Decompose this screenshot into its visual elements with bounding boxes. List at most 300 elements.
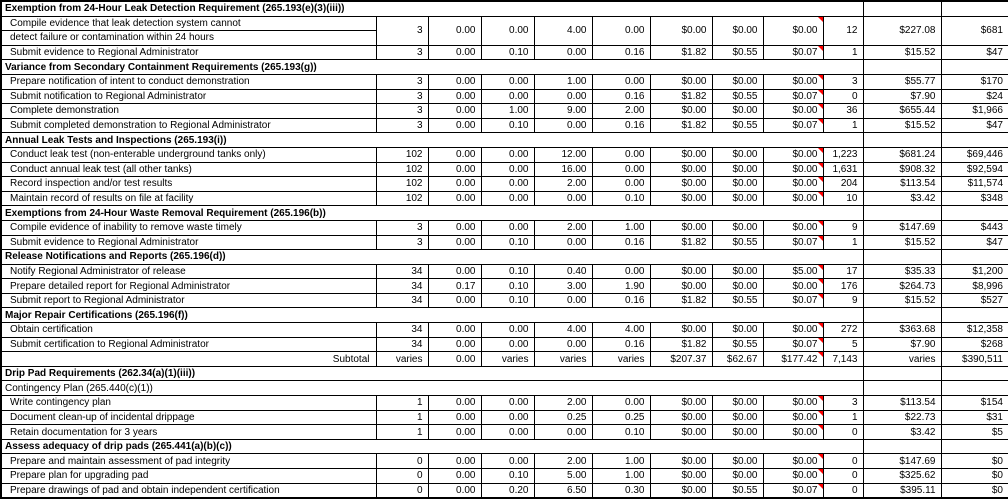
value-cell[interactable]: $1.82 xyxy=(650,293,712,308)
value-cell[interactable]: $0.07 xyxy=(763,89,823,104)
value-cell[interactable]: $0.00 xyxy=(712,177,763,192)
value-cell[interactable]: $0.00 xyxy=(763,147,823,162)
value-cell[interactable]: $170 xyxy=(941,74,1008,89)
value-cell[interactable]: 0.10 xyxy=(481,469,534,484)
row-label-cell[interactable]: Record inspection and/or test results xyxy=(1,177,376,192)
value-cell[interactable]: $268 xyxy=(941,337,1008,352)
value-cell[interactable]: $0.00 xyxy=(650,483,712,498)
empty-cell[interactable] xyxy=(941,250,1008,265)
value-cell[interactable]: 0.10 xyxy=(481,293,534,308)
value-cell[interactable]: 176 xyxy=(823,279,863,294)
value-cell[interactable]: $0.00 xyxy=(712,323,763,338)
value-cell[interactable]: varies xyxy=(592,352,650,367)
value-cell[interactable]: 0.00 xyxy=(534,191,592,206)
value-cell[interactable]: $0.00 xyxy=(650,220,712,235)
value-cell[interactable]: $24 xyxy=(941,89,1008,104)
value-cell[interactable]: $0.55 xyxy=(712,89,763,104)
value-cell[interactable]: 0 xyxy=(376,454,428,469)
value-cell[interactable]: 3 xyxy=(823,396,863,411)
value-cell[interactable]: 0.00 xyxy=(481,89,534,104)
value-cell[interactable]: 3 xyxy=(823,74,863,89)
row-label-cell[interactable]: Prepare and maintain assessment of pad integrity xyxy=(1,454,376,469)
value-cell[interactable]: $15.52 xyxy=(863,293,941,308)
row-label-cell[interactable]: Compile evidence that leak detection system cannot xyxy=(1,16,376,31)
value-cell[interactable]: $0.00 xyxy=(650,177,712,192)
value-cell[interactable]: 0.00 xyxy=(481,396,534,411)
value-cell[interactable]: $0.00 xyxy=(763,16,823,45)
value-cell[interactable]: 0.00 xyxy=(481,410,534,425)
value-cell[interactable]: $0.00 xyxy=(650,162,712,177)
value-cell[interactable]: 0.00 xyxy=(481,177,534,192)
row-label-cell[interactable]: Submit notification to Regional Administrator xyxy=(1,89,376,104)
value-cell[interactable]: 9 xyxy=(823,293,863,308)
value-cell[interactable]: $655.44 xyxy=(863,104,941,119)
value-cell[interactable]: $1.82 xyxy=(650,235,712,250)
value-cell[interactable]: $0.00 xyxy=(650,396,712,411)
value-cell[interactable]: 0.00 xyxy=(592,396,650,411)
row-label-cell[interactable]: Document clean-up of incidental drippage xyxy=(1,410,376,425)
value-cell[interactable]: 34 xyxy=(376,279,428,294)
value-cell[interactable]: 1 xyxy=(823,45,863,60)
value-cell[interactable]: $35.33 xyxy=(863,264,941,279)
value-cell[interactable]: 34 xyxy=(376,293,428,308)
value-cell[interactable]: 0.00 xyxy=(428,323,481,338)
value-cell[interactable]: 0.00 xyxy=(428,293,481,308)
section-label-cell[interactable]: Assess adequacy of drip pads (265.441(a)(b)(c)) xyxy=(1,439,863,454)
value-cell[interactable]: 0.25 xyxy=(534,410,592,425)
value-cell[interactable]: 0.00 xyxy=(481,162,534,177)
value-cell[interactable]: $7.90 xyxy=(863,89,941,104)
value-cell[interactable]: 0.00 xyxy=(481,454,534,469)
empty-cell[interactable] xyxy=(863,366,941,381)
value-cell[interactable]: 0.00 xyxy=(428,425,481,440)
value-cell[interactable]: 16.00 xyxy=(534,162,592,177)
value-cell[interactable]: 3 xyxy=(376,89,428,104)
value-cell[interactable]: 0.00 xyxy=(534,118,592,133)
value-cell[interactable]: 0.00 xyxy=(428,264,481,279)
value-cell[interactable]: $0.00 xyxy=(650,469,712,484)
value-cell[interactable]: 34 xyxy=(376,323,428,338)
value-cell[interactable]: 1 xyxy=(376,425,428,440)
row-label-cell[interactable]: Prepare plan for upgrading pad xyxy=(1,469,376,484)
value-cell[interactable]: 0.00 xyxy=(428,469,481,484)
value-cell[interactable]: 0.00 xyxy=(534,425,592,440)
value-cell[interactable]: $0.07 xyxy=(763,337,823,352)
value-cell[interactable]: 0.00 xyxy=(428,220,481,235)
row-label-cell[interactable]: Prepare drawings of pad and obtain independent certification xyxy=(1,483,376,498)
value-cell[interactable]: $0.00 xyxy=(650,279,712,294)
row-label-cell[interactable]: Retain documentation for 3 years xyxy=(1,425,376,440)
value-cell[interactable]: 0.00 xyxy=(481,191,534,206)
value-cell[interactable]: $3.42 xyxy=(863,425,941,440)
value-cell[interactable]: 102 xyxy=(376,177,428,192)
section-label-cell[interactable]: Contingency Plan (265.440(c)(1)) xyxy=(1,381,863,396)
value-cell[interactable]: 0.20 xyxy=(481,483,534,498)
empty-cell[interactable] xyxy=(863,439,941,454)
value-cell[interactable]: $113.54 xyxy=(863,396,941,411)
value-cell[interactable]: 0 xyxy=(823,483,863,498)
value-cell[interactable]: $0.00 xyxy=(712,396,763,411)
value-cell[interactable]: 0.00 xyxy=(592,162,650,177)
value-cell[interactable]: 0.16 xyxy=(592,89,650,104)
value-cell[interactable]: 0.00 xyxy=(428,89,481,104)
value-cell[interactable]: varies xyxy=(481,352,534,367)
value-cell[interactable]: $0.00 xyxy=(650,16,712,45)
value-cell[interactable]: 3 xyxy=(376,74,428,89)
row-label-cell[interactable]: Submit evidence to Regional Administrator xyxy=(1,45,376,60)
value-cell[interactable]: 0.00 xyxy=(534,235,592,250)
value-cell[interactable]: 0.00 xyxy=(481,337,534,352)
value-cell[interactable]: $908.32 xyxy=(863,162,941,177)
value-cell[interactable]: $348 xyxy=(941,191,1008,206)
value-cell[interactable]: 0.00 xyxy=(428,410,481,425)
value-cell[interactable]: 204 xyxy=(823,177,863,192)
row-label-cell[interactable]: Complete demonstration xyxy=(1,104,376,119)
value-cell[interactable]: $0.00 xyxy=(712,220,763,235)
value-cell[interactable]: 3 xyxy=(376,104,428,119)
value-cell[interactable]: 0.00 xyxy=(481,74,534,89)
value-cell[interactable]: 0.00 xyxy=(428,352,481,367)
value-cell[interactable]: $0.00 xyxy=(763,177,823,192)
value-cell[interactable]: $0.00 xyxy=(712,425,763,440)
empty-cell[interactable] xyxy=(863,250,941,265)
value-cell[interactable]: $113.54 xyxy=(863,177,941,192)
value-cell[interactable]: 0.10 xyxy=(481,235,534,250)
value-cell[interactable]: $0.00 xyxy=(763,162,823,177)
value-cell[interactable]: 2.00 xyxy=(534,177,592,192)
value-cell[interactable]: $47 xyxy=(941,45,1008,60)
value-cell[interactable]: 0.00 xyxy=(428,177,481,192)
value-cell[interactable]: 1 xyxy=(823,235,863,250)
value-cell[interactable]: $681 xyxy=(941,16,1008,45)
value-cell[interactable]: 1,631 xyxy=(823,162,863,177)
value-cell[interactable]: 0.00 xyxy=(428,104,481,119)
value-cell[interactable]: $8,996 xyxy=(941,279,1008,294)
row-label-cell[interactable]: Write contingency plan xyxy=(1,396,376,411)
value-cell[interactable]: $0.00 xyxy=(712,264,763,279)
value-cell[interactable]: $0.55 xyxy=(712,483,763,498)
value-cell[interactable]: 34 xyxy=(376,337,428,352)
value-cell[interactable]: 0.16 xyxy=(592,293,650,308)
value-cell[interactable]: 0 xyxy=(823,89,863,104)
value-cell[interactable]: 0.00 xyxy=(481,323,534,338)
value-cell[interactable]: 9.00 xyxy=(534,104,592,119)
value-cell[interactable]: 4.00 xyxy=(592,323,650,338)
value-cell[interactable]: $0.00 xyxy=(650,147,712,162)
value-cell[interactable]: $395.11 xyxy=(863,483,941,498)
value-cell[interactable]: $31 xyxy=(941,410,1008,425)
empty-cell[interactable] xyxy=(941,439,1008,454)
value-cell[interactable]: 0.10 xyxy=(481,45,534,60)
value-cell[interactable]: $0 xyxy=(941,483,1008,498)
value-cell[interactable]: $0.55 xyxy=(712,45,763,60)
value-cell[interactable]: 12 xyxy=(823,16,863,45)
value-cell[interactable]: 3 xyxy=(376,118,428,133)
value-cell[interactable]: $1.82 xyxy=(650,118,712,133)
value-cell[interactable]: $47 xyxy=(941,118,1008,133)
value-cell[interactable]: 0.00 xyxy=(534,45,592,60)
value-cell[interactable]: 0.00 xyxy=(534,337,592,352)
value-cell[interactable]: 0.17 xyxy=(428,279,481,294)
value-cell[interactable]: $0.00 xyxy=(763,191,823,206)
value-cell[interactable]: $147.69 xyxy=(863,454,941,469)
section-label-cell[interactable]: Major Repair Certifications (265.196(f)) xyxy=(1,308,863,323)
empty-cell[interactable] xyxy=(941,60,1008,75)
row-label-cell[interactable]: Submit report to Regional Administrator xyxy=(1,293,376,308)
value-cell[interactable]: 0.00 xyxy=(592,264,650,279)
value-cell[interactable]: $0.00 xyxy=(650,454,712,469)
value-cell[interactable]: $0.00 xyxy=(763,323,823,338)
value-cell[interactable]: 272 xyxy=(823,323,863,338)
value-cell[interactable]: 9 xyxy=(823,220,863,235)
value-cell[interactable]: $11,574 xyxy=(941,177,1008,192)
value-cell[interactable]: $1,200 xyxy=(941,264,1008,279)
value-cell[interactable]: 0.00 xyxy=(428,16,481,45)
value-cell[interactable]: 0.00 xyxy=(592,74,650,89)
value-cell[interactable]: 0.00 xyxy=(592,177,650,192)
value-cell[interactable]: $0.55 xyxy=(712,235,763,250)
value-cell[interactable]: $0.00 xyxy=(712,104,763,119)
value-cell[interactable]: 0.00 xyxy=(481,147,534,162)
value-cell[interactable]: 102 xyxy=(376,191,428,206)
value-cell[interactable]: 0.00 xyxy=(481,425,534,440)
value-cell[interactable]: $0.00 xyxy=(650,191,712,206)
value-cell[interactable]: 0.00 xyxy=(428,483,481,498)
value-cell[interactable]: $1.82 xyxy=(650,45,712,60)
empty-cell[interactable] xyxy=(941,381,1008,396)
value-cell[interactable]: $325.62 xyxy=(863,469,941,484)
value-cell[interactable]: $0 xyxy=(941,469,1008,484)
value-cell[interactable]: 1.00 xyxy=(592,454,650,469)
value-cell[interactable]: 2.00 xyxy=(592,104,650,119)
value-cell[interactable]: $0.00 xyxy=(763,454,823,469)
value-cell[interactable]: $681.24 xyxy=(863,147,941,162)
value-cell[interactable]: 3.00 xyxy=(534,279,592,294)
value-cell[interactable]: 1,223 xyxy=(823,147,863,162)
value-cell[interactable]: $227.08 xyxy=(863,16,941,45)
value-cell[interactable]: varies xyxy=(534,352,592,367)
value-cell[interactable]: 0.00 xyxy=(481,16,534,45)
row-label-cell[interactable]: Compile evidence of inability to remove waste timely xyxy=(1,220,376,235)
row-label-cell[interactable]: Conduct leak test (non-enterable underground tanks only) xyxy=(1,147,376,162)
value-cell[interactable]: $0.07 xyxy=(763,235,823,250)
value-cell[interactable]: $69,446 xyxy=(941,147,1008,162)
value-cell[interactable]: 2.00 xyxy=(534,396,592,411)
value-cell[interactable]: $0.00 xyxy=(712,16,763,45)
value-cell[interactable]: $0.00 xyxy=(763,74,823,89)
row-label-cell[interactable]: Obtain certification xyxy=(1,323,376,338)
value-cell[interactable]: 3 xyxy=(376,235,428,250)
value-cell[interactable]: 0.00 xyxy=(534,293,592,308)
value-cell[interactable]: 34 xyxy=(376,264,428,279)
value-cell[interactable]: $0.00 xyxy=(712,410,763,425)
value-cell[interactable]: 0.00 xyxy=(428,337,481,352)
value-cell[interactable]: 0.00 xyxy=(592,147,650,162)
value-cell[interactable]: $0.07 xyxy=(763,293,823,308)
value-cell[interactable]: 0.10 xyxy=(481,118,534,133)
row-label-cell[interactable]: Prepare notification of intent to conduct demonstration xyxy=(1,74,376,89)
value-cell[interactable]: $7.90 xyxy=(863,337,941,352)
value-cell[interactable]: $0.00 xyxy=(650,74,712,89)
value-cell[interactable]: 0.00 xyxy=(428,118,481,133)
value-cell[interactable]: 1 xyxy=(823,118,863,133)
value-cell[interactable]: $0.00 xyxy=(650,104,712,119)
value-cell[interactable]: $0.00 xyxy=(763,396,823,411)
empty-cell[interactable] xyxy=(863,308,941,323)
value-cell[interactable]: 2.00 xyxy=(534,454,592,469)
value-cell[interactable]: $0.00 xyxy=(763,279,823,294)
value-cell[interactable]: $0.00 xyxy=(650,323,712,338)
value-cell[interactable]: $363.68 xyxy=(863,323,941,338)
value-cell[interactable]: $0.00 xyxy=(712,454,763,469)
value-cell[interactable]: 1.00 xyxy=(592,220,650,235)
value-cell[interactable]: 0.00 xyxy=(592,16,650,45)
value-cell[interactable]: $0.00 xyxy=(763,104,823,119)
row-label-cell[interactable]: Notify Regional Administrator of release xyxy=(1,264,376,279)
value-cell[interactable]: $0.00 xyxy=(712,147,763,162)
value-cell[interactable]: 0.25 xyxy=(592,410,650,425)
value-cell[interactable]: $5 xyxy=(941,425,1008,440)
value-cell[interactable]: 102 xyxy=(376,147,428,162)
value-cell[interactable]: $147.69 xyxy=(863,220,941,235)
value-cell[interactable]: $0.07 xyxy=(763,118,823,133)
section-label-cell[interactable]: Exemption from 24-Hour Leak Detection Requirement (265.193(e)(3)(iii)) xyxy=(1,1,863,16)
value-cell[interactable]: 12.00 xyxy=(534,147,592,162)
value-cell[interactable]: 0.00 xyxy=(428,74,481,89)
value-cell[interactable]: $5.00 xyxy=(763,264,823,279)
row-label-cell[interactable]: Conduct annual leak test (all other tanks) xyxy=(1,162,376,177)
value-cell[interactable]: $0.00 xyxy=(763,220,823,235)
value-cell[interactable]: $0.07 xyxy=(763,483,823,498)
value-cell[interactable]: 0.16 xyxy=(592,235,650,250)
value-cell[interactable]: $0.00 xyxy=(763,425,823,440)
value-cell[interactable]: 1.00 xyxy=(592,469,650,484)
value-cell[interactable]: $527 xyxy=(941,293,1008,308)
value-cell[interactable]: 0 xyxy=(823,469,863,484)
value-cell[interactable]: 3 xyxy=(376,16,428,45)
value-cell[interactable]: $1.82 xyxy=(650,337,712,352)
value-cell[interactable]: $0.07 xyxy=(763,45,823,60)
value-cell[interactable]: 36 xyxy=(823,104,863,119)
value-cell[interactable]: $55.77 xyxy=(863,74,941,89)
value-cell[interactable]: $177.42 xyxy=(763,352,823,367)
value-cell[interactable]: 1.00 xyxy=(481,104,534,119)
empty-cell[interactable] xyxy=(863,381,941,396)
value-cell[interactable]: 0 xyxy=(823,425,863,440)
value-cell[interactable]: 4.00 xyxy=(534,16,592,45)
value-cell[interactable]: 0.16 xyxy=(592,45,650,60)
value-cell[interactable]: 0.10 xyxy=(592,425,650,440)
value-cell[interactable]: 4.00 xyxy=(534,323,592,338)
row-label-cell[interactable]: Submit certification to Regional Administrator xyxy=(1,337,376,352)
value-cell[interactable]: 102 xyxy=(376,162,428,177)
value-cell[interactable]: $0.55 xyxy=(712,118,763,133)
value-cell[interactable]: 6.50 xyxy=(534,483,592,498)
empty-cell[interactable] xyxy=(863,60,941,75)
empty-cell[interactable] xyxy=(941,133,1008,148)
value-cell[interactable]: 0.00 xyxy=(481,220,534,235)
value-cell[interactable]: 1.90 xyxy=(592,279,650,294)
row-label-cell[interactable]: Maintain record of results on file at facility xyxy=(1,191,376,206)
value-cell[interactable]: $0.00 xyxy=(712,162,763,177)
value-cell[interactable]: $0.00 xyxy=(763,469,823,484)
value-cell[interactable]: 0.10 xyxy=(481,264,534,279)
value-cell[interactable]: $0.00 xyxy=(650,264,712,279)
value-cell[interactable]: $0.55 xyxy=(712,337,763,352)
empty-cell[interactable] xyxy=(941,308,1008,323)
value-cell[interactable]: 0.00 xyxy=(428,162,481,177)
value-cell[interactable]: $1,966 xyxy=(941,104,1008,119)
value-cell[interactable]: 17 xyxy=(823,264,863,279)
value-cell[interactable]: 0.00 xyxy=(428,147,481,162)
value-cell[interactable]: 0.16 xyxy=(592,118,650,133)
empty-cell[interactable] xyxy=(941,366,1008,381)
value-cell[interactable]: $15.52 xyxy=(863,235,941,250)
row-label-cell[interactable]: Submit completed demonstration to Regional Administrator xyxy=(1,118,376,133)
value-cell[interactable]: $390,511 xyxy=(941,352,1008,367)
value-cell[interactable]: $154 xyxy=(941,396,1008,411)
value-cell[interactable]: $12,358 xyxy=(941,323,1008,338)
value-cell[interactable]: 0.10 xyxy=(592,191,650,206)
value-cell[interactable]: 0.00 xyxy=(428,454,481,469)
value-cell[interactable]: 0 xyxy=(376,469,428,484)
value-cell[interactable]: $3.42 xyxy=(863,191,941,206)
value-cell[interactable]: $22.73 xyxy=(863,410,941,425)
empty-cell[interactable] xyxy=(941,1,1008,16)
value-cell[interactable]: 1 xyxy=(823,410,863,425)
value-cell[interactable]: $62.67 xyxy=(712,352,763,367)
value-cell[interactable]: $0.00 xyxy=(763,410,823,425)
value-cell[interactable]: 7,143 xyxy=(823,352,863,367)
value-cell[interactable]: 0 xyxy=(823,454,863,469)
empty-cell[interactable] xyxy=(863,133,941,148)
value-cell[interactable]: 0.00 xyxy=(428,235,481,250)
value-cell[interactable]: varies xyxy=(376,352,428,367)
value-cell[interactable]: $0.00 xyxy=(712,279,763,294)
value-cell[interactable]: 10 xyxy=(823,191,863,206)
section-label-cell[interactable]: Variance from Secondary Containment Requirements (265.193(g)) xyxy=(1,60,863,75)
section-label-cell[interactable]: Drip Pad Requirements (262.34(a)(1)(iii)) xyxy=(1,366,863,381)
row-label-cell[interactable]: Subtotal xyxy=(1,352,376,367)
value-cell[interactable]: 3 xyxy=(376,220,428,235)
section-label-cell[interactable]: Annual Leak Tests and Inspections (265.193(i)) xyxy=(1,133,863,148)
value-cell[interactable]: $207.37 xyxy=(650,352,712,367)
value-cell[interactable]: $0.55 xyxy=(712,293,763,308)
empty-cell[interactable] xyxy=(863,1,941,16)
value-cell[interactable]: $47 xyxy=(941,235,1008,250)
value-cell[interactable]: $0.00 xyxy=(650,410,712,425)
row-label-cell[interactable]: detect failure or contamination within 24 hours xyxy=(1,31,376,46)
value-cell[interactable]: $443 xyxy=(941,220,1008,235)
value-cell[interactable]: 1 xyxy=(376,396,428,411)
value-cell[interactable]: 0.00 xyxy=(428,45,481,60)
section-label-cell[interactable]: Exemptions from 24-Hour Waste Removal Requirement (265.196(b)) xyxy=(1,206,863,221)
value-cell[interactable]: 0.16 xyxy=(592,337,650,352)
value-cell[interactable]: $264.73 xyxy=(863,279,941,294)
empty-cell[interactable] xyxy=(863,206,941,221)
value-cell[interactable]: $15.52 xyxy=(863,45,941,60)
value-cell[interactable]: $92,594 xyxy=(941,162,1008,177)
value-cell[interactable]: 5.00 xyxy=(534,469,592,484)
value-cell[interactable]: $0.00 xyxy=(650,425,712,440)
empty-cell[interactable] xyxy=(941,206,1008,221)
value-cell[interactable]: 0.40 xyxy=(534,264,592,279)
section-label-cell[interactable]: Release Notifications and Reports (265.196(d)) xyxy=(1,250,863,265)
value-cell[interactable]: varies xyxy=(863,352,941,367)
value-cell[interactable]: 2.00 xyxy=(534,220,592,235)
value-cell[interactable]: $1.82 xyxy=(650,89,712,104)
value-cell[interactable]: 0.00 xyxy=(534,89,592,104)
